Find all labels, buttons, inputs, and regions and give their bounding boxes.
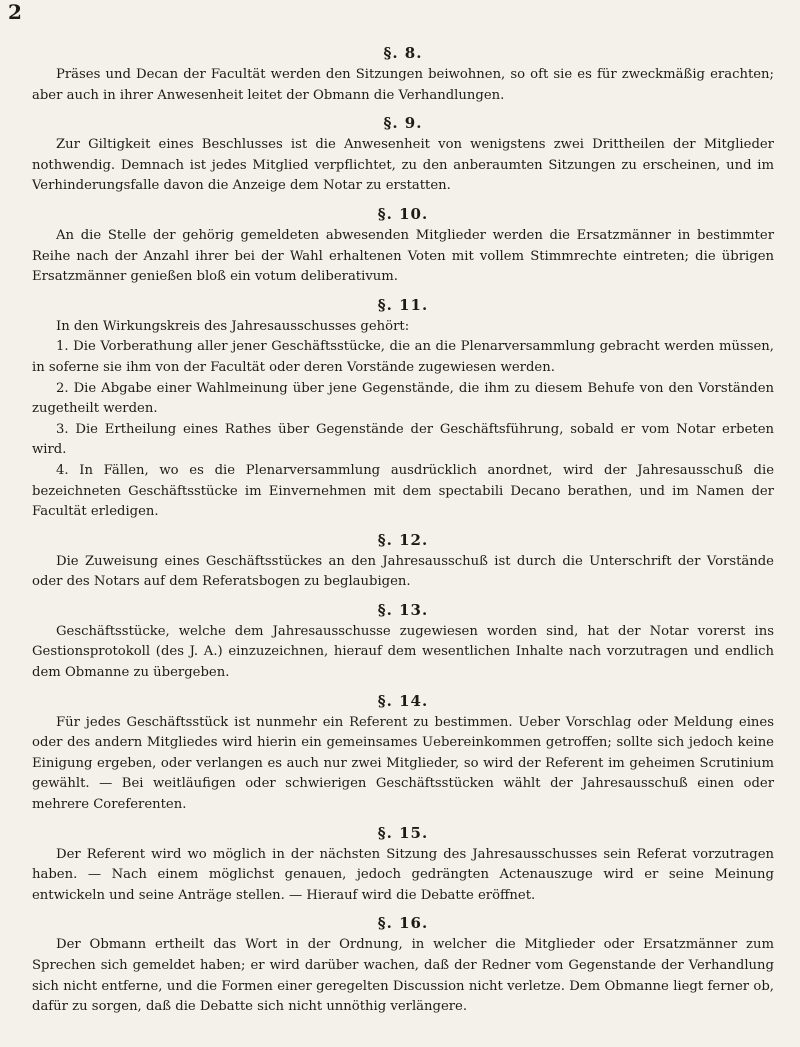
paragraph: Der Obmann ertheilt das Wort in der Ordnung, in welcher die Mitglieder oder Ersatzmänner zum Sprechen sich gemeldet haben; er wird darüber wachen, daß der Redner vom Gegenstande der Verhandlung sich nicht entferne, und die Formen einer geregelten Discussion nicht verletze. Dem Obmanne liegt ferner ob, dafür zu sorgen, daß die Debatte sich nicht unnöthig verlängere. — [32, 937, 774, 1015]
section-9 — [32, 114, 774, 197]
paragraph: Für jedes Geschäftsstück ist nunmehr ein Referent zu bestimmen. Ueber Vorschlag oder Meldung eines oder des andern Mitgliedes wird hierin ein gemeinsames Uebereinkommen getroffen; sollte sich jedoch keine Einigung ergeben, oder verlangen es auch nur zwei Mitglieder, so wird der Referent im geheimen Scrutinium gewählt. — Bei weitläufigen oder schwierigen Geschäftsstücken wählt der Jahresausschuß einen oder mehrere Coreferenten. — [32, 714, 774, 813]
section-12 — [32, 531, 774, 593]
section-heading: §. 10. — [377, 204, 429, 223]
section-heading: §. 11. — [377, 295, 429, 314]
paragraph: Präses und Decan der Facultät werden den Sitzungen beiwohnen, so oft sie es für zweckmäßig erachten; aber auch in ihrer Anwesenheit leitet der Obmann die Verhandlungen. — [32, 67, 774, 103]
section-heading: §. 15. — [377, 823, 429, 842]
section-10 — [32, 205, 774, 288]
section-heading: §. 14. — [377, 691, 429, 710]
list-item: 4. In Fällen, wo es die Plenarversammlung ausdrücklich anordnet, wird der Jahresausschuß die bezeichneten Geschäftsstücke im Einvernehmen mit dem spectabili Decano berathen, und im Namen der Facultät erledigen. — [32, 462, 774, 520]
section-heading: §. 16. — [377, 914, 429, 933]
section-14 — [32, 692, 774, 816]
list-item: 1. Die Vorberathung aller jener Geschäftsstücke, die an die Plenarversammlung gebracht werden müssen, in soferne sie ihm von der Facultät oder deren Vorstände zugewiesen werden. — [32, 339, 774, 375]
paragraph: Geschäftsstücke, welche dem Jahresausschusse zugewiesen worden sind, hat der Notar vorerst ins Gestionsprotokoll (des J. A.) einzuzeichnen, hierauf dem wesentlichen Inhalte nach vorzutragen und endlich dem Obmanne zu übergeben. — [32, 623, 774, 681]
paragraph: Zur Giltigkeit eines Beschlusses ist die Anwesenheit von wenigstens zwei Drittheilen der Mitglieder nothwendig. Demnach ist jedes Mitglied verpflichtet, zu den anberaumten Sitzungen zu erscheinen, und im Verhinderungsfalle davon die Anzeige dem Notar zu erstatten. — [32, 137, 774, 194]
paragraph: Der Referent wird wo möglich in der nächsten Sitzung des Jahresausschusses sein Referat vorzutragen haben. — Nach einem möglichst genauen, jedoch gedrängten Actenauszuge wird er seine Meinung entwickeln und seine Anträge stellen. — Hierauf wird die Debatte eröffnet. — [32, 846, 774, 903]
section-16 — [32, 914, 774, 1017]
section-heading: §. 13. — [377, 600, 429, 619]
document-body — [32, 10, 774, 1018]
section-heading: §. 8. — [383, 44, 423, 62]
section-13 — [32, 601, 774, 684]
paragraph: In den Wirkungskreis des Jahresausschusses gehört: — [56, 318, 410, 334]
list-item: 2. Die Abgabe einer Wahlmeinung über jene Gegenstände, die ihm zu diesem Behufe von den Vorständen zugetheilt werden. — [32, 380, 774, 417]
section-8 — [32, 44, 774, 106]
section-heading: §. 12. — [377, 530, 429, 549]
section-heading: §. 9. — [383, 114, 423, 133]
section-15 — [32, 824, 774, 907]
page-number: 2 — [8, 0, 22, 24]
paragraph: An die Stelle der gehörig gemeldeten abwesenden Mitglieder werden die Ersatzmänner in bestimmter Reihe nach der Anzahl ihrer bei der Wahl erhaltenen Voten mit vollem Stimmrechte eintreten; die übrigen Ersatzmänner genießen bloß ein votum deliberativum. — [32, 227, 774, 285]
paragraph: Die Zuweisung eines Geschäftsstückes an den Jahresausschuß ist durch die Unterschrift der Vorstände oder des Notars auf dem Referatsbogen zu beglaubigen. — [32, 553, 774, 590]
section-11 — [32, 296, 774, 523]
list-item: 3. Die Ertheilung eines Rathes über Gegenstände der Geschäftsführung, sobald er vom Notar erbeten wird. — [32, 421, 774, 458]
